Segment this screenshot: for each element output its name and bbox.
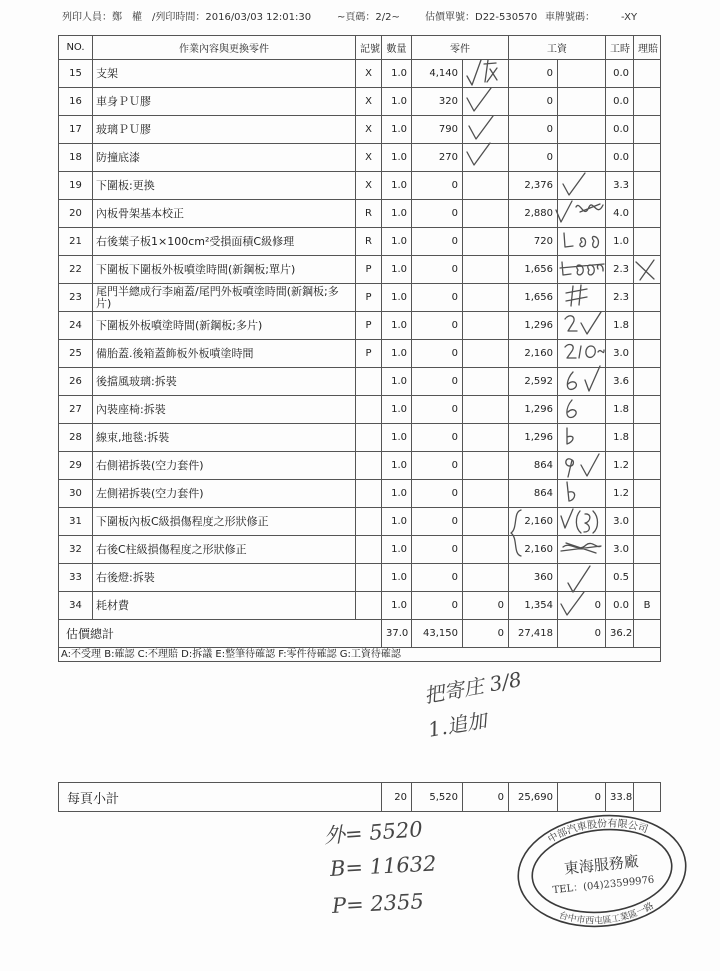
cell-qty: 1.0	[382, 172, 412, 200]
cell-parts-extra	[463, 200, 509, 228]
cell-mark	[356, 396, 382, 424]
cell-desc: 玻璃ＰＵ膠	[93, 116, 356, 144]
cell-parts-extra	[463, 312, 509, 340]
cell-no: 22	[59, 256, 93, 284]
cell-parts-extra	[463, 256, 509, 284]
cell-claim	[634, 564, 661, 592]
cell-labor-extra	[558, 88, 606, 116]
cell-labor-extra	[558, 564, 606, 592]
cell-hours: 3.0	[606, 508, 634, 536]
column-header-parts: 零件	[412, 36, 509, 60]
cell-no: 18	[59, 144, 93, 172]
cell-claim	[634, 256, 661, 284]
cell-desc: 線束,地毯:拆裝	[93, 424, 356, 452]
cell-parts: 0	[412, 396, 463, 424]
estimate-total-row	[59, 620, 661, 648]
page-subtotal-table	[58, 782, 661, 812]
cell-desc: 車身ＰＵ膠	[93, 88, 356, 116]
cell-parts-extra	[463, 144, 509, 172]
cell-claim	[634, 480, 661, 508]
cell-parts: 0	[412, 592, 463, 620]
cell-labor-extra	[558, 256, 606, 284]
cell-parts-extra	[463, 60, 509, 88]
cell-labor-extra	[558, 480, 606, 508]
plate-label: 車牌號碼：	[545, 12, 595, 23]
cell-labor: 2,880	[509, 200, 558, 228]
cell-parts-extra	[463, 564, 509, 592]
cell-parts: 0	[412, 284, 463, 312]
cell-desc: 備胎蓋.後箱蓋飾板外板噴塗時間	[93, 340, 356, 368]
cell-desc: 耗材費	[93, 592, 356, 620]
cell-hours: 0.0	[606, 88, 634, 116]
cell-parts: 4,140	[412, 60, 463, 88]
cell-labor: 864	[509, 480, 558, 508]
cell-hours: 0.0	[606, 60, 634, 88]
cell-mark	[356, 508, 382, 536]
subtotal-labor-extra: 0	[558, 783, 606, 812]
cell-claim	[634, 284, 661, 312]
cell-qty: 1.0	[382, 144, 412, 172]
table-row	[59, 424, 661, 452]
cell-qty: 1.0	[382, 228, 412, 256]
cell-labor: 0	[509, 88, 558, 116]
cell-hours: 2.3	[606, 256, 634, 284]
cell-no: 27	[59, 396, 93, 424]
cell-claim	[634, 312, 661, 340]
cell-desc: 後擋風玻璃:拆裝	[93, 368, 356, 396]
cell-parts-extra	[463, 480, 509, 508]
cell-parts: 0	[412, 172, 463, 200]
cell-qty: 1.0	[382, 424, 412, 452]
subtotal-hours: 33.8	[606, 783, 634, 812]
cell-labor-extra	[558, 200, 606, 228]
table-row	[59, 144, 661, 172]
cell-mark: R	[356, 228, 382, 256]
table-row	[59, 508, 661, 536]
table-row	[59, 368, 661, 396]
cell-parts-extra	[463, 88, 509, 116]
cell-mark	[356, 368, 382, 396]
cell-parts-extra	[463, 536, 509, 564]
cell-parts: 0	[412, 340, 463, 368]
cell-no: 28	[59, 424, 93, 452]
stamp-name: 東海服務廠	[563, 852, 640, 878]
cell-mark	[356, 424, 382, 452]
column-header-description: 作業內容與更換零件	[93, 36, 356, 60]
cell-parts-extra	[463, 340, 509, 368]
cell-no: 15	[59, 60, 93, 88]
cell-claim	[634, 424, 661, 452]
mark-legend: A:不受理 B:確認 C:不理賠 D:拆議 E:整筆待確認 F:零件待確認 G:工資待確認	[59, 648, 661, 662]
cell-parts: 0	[412, 200, 463, 228]
table-row	[59, 60, 661, 88]
cell-labor: 1,296	[509, 424, 558, 452]
cell-parts-extra	[463, 396, 509, 424]
cell-parts-extra	[463, 284, 509, 312]
cell-no: 29	[59, 452, 93, 480]
cell-labor: 0	[509, 144, 558, 172]
cell-hours: 3.0	[606, 536, 634, 564]
cell-parts: 270	[412, 144, 463, 172]
column-header-labor: 工資	[509, 36, 606, 60]
cell-desc: 尾門半總成行李廂蓋/尾門外板噴塗時間(新鋼板;多片)	[93, 284, 356, 312]
total-quantity: 37.0	[382, 620, 412, 648]
cell-qty: 1.0	[382, 312, 412, 340]
cell-qty: 1.0	[382, 60, 412, 88]
handwritten-sum-line2: B= 11632	[329, 851, 437, 881]
table-row	[59, 200, 661, 228]
cell-hours: 4.0	[606, 200, 634, 228]
cell-qty: 1.0	[382, 116, 412, 144]
table-row	[59, 172, 661, 200]
cell-desc: 左側裙拆裝(空力套件)	[93, 480, 356, 508]
stamp-tel: TEL：(04)23599976	[552, 874, 655, 897]
page-subtotal-row	[59, 783, 661, 812]
cell-hours: 3.0	[606, 340, 634, 368]
cell-parts: 0	[412, 480, 463, 508]
cell-mark	[356, 536, 382, 564]
cell-desc: 內板骨架基本校正	[93, 200, 356, 228]
cell-claim	[634, 368, 661, 396]
cell-no: 30	[59, 480, 93, 508]
cell-claim: B	[634, 592, 661, 620]
cell-claim	[634, 452, 661, 480]
table-row	[59, 116, 661, 144]
cell-desc: 右後葉子板1×100cm²受損面積C級修理	[93, 228, 356, 256]
cell-parts: 0	[412, 536, 463, 564]
cell-parts: 790	[412, 116, 463, 144]
table-row	[59, 396, 661, 424]
cell-no: 24	[59, 312, 93, 340]
cell-parts-extra	[463, 424, 509, 452]
cell-hours: 0.5	[606, 564, 634, 592]
cell-labor-extra	[558, 452, 606, 480]
cell-qty: 1.0	[382, 340, 412, 368]
page-number: ~頁碼：2/2~	[337, 12, 400, 23]
cell-hours: 1.0	[606, 228, 634, 256]
table-row	[59, 452, 661, 480]
cell-labor: 1,296	[509, 396, 558, 424]
subtotal-label: 每頁小計	[59, 783, 382, 812]
handwritten-note-line1: 把寄庄 3/8	[422, 667, 524, 708]
cell-claim	[634, 116, 661, 144]
cell-mark	[356, 564, 382, 592]
cell-parts-extra	[463, 172, 509, 200]
company-stamp	[506, 803, 697, 939]
cell-qty: 1.0	[382, 200, 412, 228]
subtotal-parts: 5,520	[412, 783, 463, 812]
cell-no: 34	[59, 592, 93, 620]
cell-hours: 3.3	[606, 172, 634, 200]
cell-parts: 0	[412, 312, 463, 340]
cell-desc: 內裝座椅:拆裝	[93, 396, 356, 424]
handwritten-sum-line1: 外= 5520	[323, 817, 424, 848]
cell-desc: 下圍板下圍板外板噴塗時間(新鋼板;單片)	[93, 256, 356, 284]
cell-parts: 0	[412, 452, 463, 480]
cell-labor-extra	[558, 340, 606, 368]
table-row	[59, 312, 661, 340]
cell-mark	[356, 480, 382, 508]
cell-labor: 2,160	[509, 508, 558, 536]
cell-labor-extra	[558, 60, 606, 88]
table-header-row	[59, 36, 661, 60]
cell-desc: 右後燈:拆裝	[93, 564, 356, 592]
cell-desc: 下圍板外板噴塗時間(新鋼板;多片)	[93, 312, 356, 340]
cell-parts: 320	[412, 88, 463, 116]
cell-labor: 864	[509, 452, 558, 480]
cell-claim	[634, 340, 661, 368]
cell-no: 25	[59, 340, 93, 368]
cell-hours: 3.6	[606, 368, 634, 396]
cell-desc: 防撞底漆	[93, 144, 356, 172]
cell-hours: 1.8	[606, 424, 634, 452]
subtotal-quantity: 20	[382, 783, 412, 812]
cell-mark: P	[356, 312, 382, 340]
table-row	[59, 536, 661, 564]
cell-labor-extra: 0	[558, 592, 606, 620]
cell-no: 19	[59, 172, 93, 200]
column-header-claim: 理賠	[634, 36, 661, 60]
table-row	[59, 88, 661, 116]
cell-mark: X	[356, 172, 382, 200]
cell-desc: 支架	[93, 60, 356, 88]
cell-mark: X	[356, 88, 382, 116]
cell-parts: 0	[412, 368, 463, 396]
cell-qty: 1.0	[382, 256, 412, 284]
total-labor-extra: 0	[558, 620, 606, 648]
cell-labor: 1,656	[509, 284, 558, 312]
cell-qty: 1.0	[382, 284, 412, 312]
table-row	[59, 284, 661, 312]
cell-labor-extra	[558, 312, 606, 340]
cell-hours: 0.0	[606, 144, 634, 172]
cell-mark: X	[356, 144, 382, 172]
table-row	[59, 228, 661, 256]
plate-suffix: -XY	[621, 12, 638, 23]
column-header-hours: 工時	[606, 36, 634, 60]
cell-no: 26	[59, 368, 93, 396]
handwritten-sum-line3: P= 2355	[331, 889, 425, 918]
total-hours: 36.2	[606, 620, 634, 648]
cell-hours: 0.0	[606, 116, 634, 144]
cell-labor-extra	[558, 368, 606, 396]
cell-no: 31	[59, 508, 93, 536]
cell-hours: 1.2	[606, 480, 634, 508]
cell-labor: 2,592	[509, 368, 558, 396]
cell-claim	[634, 60, 661, 88]
cell-claim	[634, 508, 661, 536]
cell-labor-extra	[558, 172, 606, 200]
legend-row	[59, 648, 661, 662]
cell-hours: 1.2	[606, 452, 634, 480]
cell-qty: 1.0	[382, 536, 412, 564]
cell-labor: 1,656	[509, 256, 558, 284]
total-labor: 27,418	[509, 620, 558, 648]
stamp-company-text: 中部汽車股份有限公司	[546, 818, 650, 846]
total-parts-extra: 0	[463, 620, 509, 648]
cell-no: 33	[59, 564, 93, 592]
cell-labor-extra	[558, 284, 606, 312]
cell-no: 16	[59, 88, 93, 116]
table-row	[59, 340, 661, 368]
cell-qty: 1.0	[382, 368, 412, 396]
cell-desc: 右側裙拆裝(空力套件)	[93, 452, 356, 480]
cell-qty: 1.0	[382, 396, 412, 424]
cell-labor-extra	[558, 144, 606, 172]
cell-qty: 1.0	[382, 88, 412, 116]
cell-qty: 1.0	[382, 480, 412, 508]
cell-parts-extra: 0	[463, 592, 509, 620]
estimate-number: 估價單號：D22-530570	[425, 12, 538, 23]
cell-parts: 0	[412, 564, 463, 592]
column-header-quantity: 數量	[382, 36, 412, 60]
table-row	[59, 480, 661, 508]
cell-claim	[634, 88, 661, 116]
subtotal-parts-extra: 0	[463, 783, 509, 812]
cell-qty: 1.0	[382, 592, 412, 620]
cell-labor-extra	[558, 116, 606, 144]
cell-claim	[634, 200, 661, 228]
cell-labor-extra	[558, 536, 606, 564]
cell-desc: 下圍板內板C級損傷程度之形狀修正	[93, 508, 356, 536]
table-row	[59, 592, 661, 620]
cell-qty: 1.0	[382, 452, 412, 480]
cell-no: 32	[59, 536, 93, 564]
cell-parts: 0	[412, 424, 463, 452]
cell-mark: X	[356, 116, 382, 144]
cell-hours: 2.3	[606, 284, 634, 312]
total-parts: 43,150	[412, 620, 463, 648]
handwritten-note-line2: 1.追加	[426, 707, 489, 742]
cell-no: 21	[59, 228, 93, 256]
cell-no: 23	[59, 284, 93, 312]
cell-labor: 2,376	[509, 172, 558, 200]
cell-parts: 0	[412, 228, 463, 256]
cell-mark: R	[356, 200, 382, 228]
cell-claim	[634, 396, 661, 424]
print-info: 列印人員：鄭 權 /列印時間：2016/03/03 12:01:30	[62, 12, 312, 23]
cell-claim	[634, 228, 661, 256]
cell-desc: 下圍板:更換	[93, 172, 356, 200]
estimate-table-body	[59, 60, 661, 620]
cell-labor: 0	[509, 116, 558, 144]
cell-mark: P	[356, 284, 382, 312]
cell-labor-extra	[558, 396, 606, 424]
cell-parts-extra	[463, 228, 509, 256]
cell-desc: 右後C柱級損傷程度之形狀修正	[93, 536, 356, 564]
cell-parts: 0	[412, 508, 463, 536]
cell-mark	[356, 452, 382, 480]
cell-labor: 720	[509, 228, 558, 256]
cell-labor: 1,354	[509, 592, 558, 620]
cell-parts-extra	[463, 116, 509, 144]
cell-mark: X	[356, 60, 382, 88]
cell-labor: 2,160	[509, 340, 558, 368]
table-row	[59, 564, 661, 592]
total-claim	[634, 620, 661, 648]
table-row	[59, 256, 661, 284]
cell-no: 17	[59, 116, 93, 144]
stamp-address-text: 台中市西屯區工業區一路	[557, 901, 656, 927]
cell-mark	[356, 592, 382, 620]
cell-hours: 1.8	[606, 396, 634, 424]
cell-claim	[634, 144, 661, 172]
column-header-no: NO.	[59, 36, 93, 60]
column-header-mark: 記號	[356, 36, 382, 60]
cell-labor: 360	[509, 564, 558, 592]
cell-parts-extra	[463, 368, 509, 396]
cell-hours: 1.8	[606, 312, 634, 340]
cell-hours: 0.0	[606, 592, 634, 620]
cell-labor-extra	[558, 508, 606, 536]
cell-no: 20	[59, 200, 93, 228]
cell-labor: 0	[509, 60, 558, 88]
cell-labor-extra	[558, 424, 606, 452]
cell-parts-extra	[463, 452, 509, 480]
cell-labor: 1,296	[509, 312, 558, 340]
cell-mark: P	[356, 256, 382, 284]
cell-mark: P	[356, 340, 382, 368]
cell-claim	[634, 172, 661, 200]
cell-qty: 1.0	[382, 564, 412, 592]
cell-parts: 0	[412, 256, 463, 284]
estimate-table	[58, 35, 661, 662]
subtotal-labor: 25,690	[509, 783, 558, 812]
cell-labor: 2,160	[509, 536, 558, 564]
cell-qty: 1.0	[382, 508, 412, 536]
total-label: 估價總計	[59, 620, 382, 648]
cell-labor-extra	[558, 228, 606, 256]
cell-claim	[634, 536, 661, 564]
cell-parts-extra	[463, 508, 509, 536]
